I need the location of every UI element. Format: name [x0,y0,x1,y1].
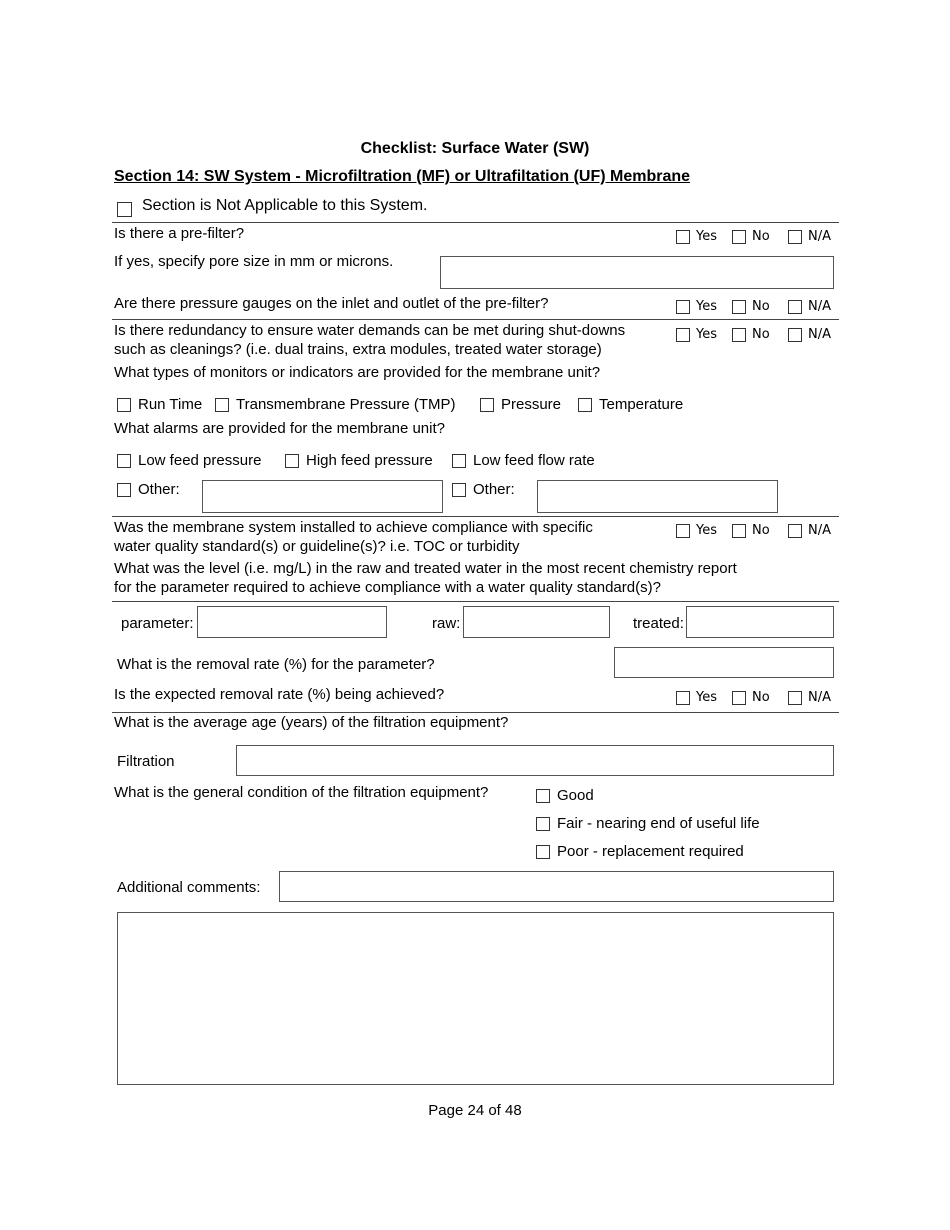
divider [112,712,839,713]
question-removal-rate: What is the removal rate (%) for the parameter? [117,656,435,673]
expected-removal-yes-checkbox[interactable] [676,691,690,705]
question-compliance-line1: Was the membrane system installed to achieve compliance with specific [114,519,593,536]
additional-comments-field[interactable] [279,871,834,902]
condition-poor-checkbox[interactable] [536,845,550,859]
redundancy-no-label: No [752,327,770,342]
question-alarms: What alarms are provided for the membrane unit? [114,420,445,437]
alarm-low-feed-pressure-checkbox[interactable] [117,454,131,468]
question-redundancy-line2: such as cleanings? (i.e. dual trains, extra modules, treated water storage) [114,341,602,358]
pre-filter-no-label: No [752,229,770,244]
raw-label: raw: [432,615,461,632]
gauges-yes-label: Yes [696,299,717,314]
monitor-pressure-checkbox[interactable] [480,398,494,412]
redundancy-na-label: N/A [808,327,831,342]
alarm-other-2-label: Other: [473,481,515,498]
expected-removal-yes-label: Yes [696,690,717,705]
monitor-temperature-label: Temperature [599,396,684,413]
divider [112,222,839,223]
alarm-other-1-checkbox[interactable] [117,483,131,497]
expected-removal-no-checkbox[interactable] [732,691,746,705]
divider [112,516,839,517]
divider [112,319,839,320]
question-pressure-gauges: Are there pressure gauges on the inlet and outlet of the pre-filter? [114,295,549,312]
compliance-na-label: N/A [808,523,831,538]
removal-rate-field[interactable] [614,647,834,678]
question-monitors: What types of monitors or indicators are provided for the membrane unit? [114,364,601,381]
alarm-high-feed-pressure-checkbox[interactable] [285,454,299,468]
expected-removal-no-label: No [752,690,770,705]
monitor-run-time-checkbox[interactable] [117,398,131,412]
question-condition: What is the general condition of the filtration equipment? [114,784,489,801]
expected-removal-na-checkbox[interactable] [788,691,802,705]
alarm-other-1-field[interactable] [202,480,443,513]
condition-fair-checkbox[interactable] [536,817,550,831]
monitor-tmp-checkbox[interactable] [215,398,229,412]
alarm-low-feed-flow-label: Low feed flow rate [473,452,595,469]
monitor-pressure-label: Pressure [501,396,562,413]
monitor-tmp-label: Transmembrane Pressure (TMP) [236,396,456,413]
redundancy-na-checkbox[interactable] [788,328,802,342]
comments-textarea[interactable] [117,912,834,1085]
compliance-no-checkbox[interactable] [732,524,746,538]
condition-fair-label: Fair - nearing end of useful life [557,815,760,832]
alarm-other-2-field[interactable] [537,480,778,513]
question-level-line2: for the parameter required to achieve compliance with a water quality standard(s)? [114,579,661,596]
gauges-yes-checkbox[interactable] [676,300,690,314]
redundancy-yes-checkbox[interactable] [676,328,690,342]
alarm-high-feed-pressure-label: High feed pressure [306,452,433,469]
pore-size-field[interactable] [440,256,834,289]
question-expected-removal: Is the expected removal rate (%) being achieved? [114,686,445,703]
condition-good-label: Good [557,787,594,804]
page-title: Checklist: Surface Water (SW) [360,140,590,157]
monitor-run-time-label: Run Time [138,396,203,413]
not-applicable-checkbox[interactable] [117,202,132,217]
alarm-other-2-checkbox[interactable] [452,483,466,497]
alarm-low-feed-pressure-label: Low feed pressure [138,452,262,469]
additional-comments-label: Additional comments: [117,879,261,896]
gauges-na-checkbox[interactable] [788,300,802,314]
question-redundancy-line1: Is there redundancy to ensure water demands can be met during shut-downs [114,322,626,339]
gauges-no-checkbox[interactable] [732,300,746,314]
redundancy-yes-label: Yes [696,327,717,342]
divider [112,601,839,602]
question-level-line1: What was the level (i.e. mg/L) in the raw and treated water in the most recent chemistry report [114,560,737,577]
pre-filter-yes-checkbox[interactable] [676,230,690,244]
not-applicable-label: Section is Not Applicable to this System. [142,197,428,214]
gauges-na-label: N/A [808,299,831,314]
compliance-no-label: No [752,523,770,538]
alarm-other-1-label: Other: [138,481,180,498]
condition-poor-label: Poor - replacement required [557,843,744,860]
pre-filter-yes-label: Yes [696,229,717,244]
alarm-low-feed-flow-checkbox[interactable] [452,454,466,468]
raw-field[interactable] [463,606,610,638]
question-compliance-line2: water quality standard(s) or guideline(s)? i.e. TOC or turbidity [114,538,520,555]
expected-removal-na-label: N/A [808,690,831,705]
condition-good-checkbox[interactable] [536,789,550,803]
pre-filter-na-checkbox[interactable] [788,230,802,244]
parameter-label: parameter: [121,615,194,632]
pre-filter-na-label: N/A [808,229,831,244]
question-pre-filter: Is there a pre-filter? [114,225,245,242]
parameter-field[interactable] [197,606,387,638]
question-pore-size: If yes, specify pore size in mm or microns. [114,253,394,270]
filtration-label: Filtration [117,753,175,770]
compliance-yes-checkbox[interactable] [676,524,690,538]
pre-filter-no-checkbox[interactable] [732,230,746,244]
redundancy-no-checkbox[interactable] [732,328,746,342]
treated-label: treated: [633,615,684,632]
compliance-yes-label: Yes [696,523,717,538]
section-heading: Section 14: SW System - Microfiltration (MF) or Ultrafiltation (UF) Membrane [114,168,691,185]
page-number: Page 24 of 48 [428,1102,522,1119]
compliance-na-checkbox[interactable] [788,524,802,538]
question-average-age: What is the average age (years) of the filtration equipment? [114,714,509,731]
filtration-age-field[interactable] [236,745,834,776]
monitor-temperature-checkbox[interactable] [578,398,592,412]
gauges-no-label: No [752,299,770,314]
treated-field[interactable] [686,606,834,638]
